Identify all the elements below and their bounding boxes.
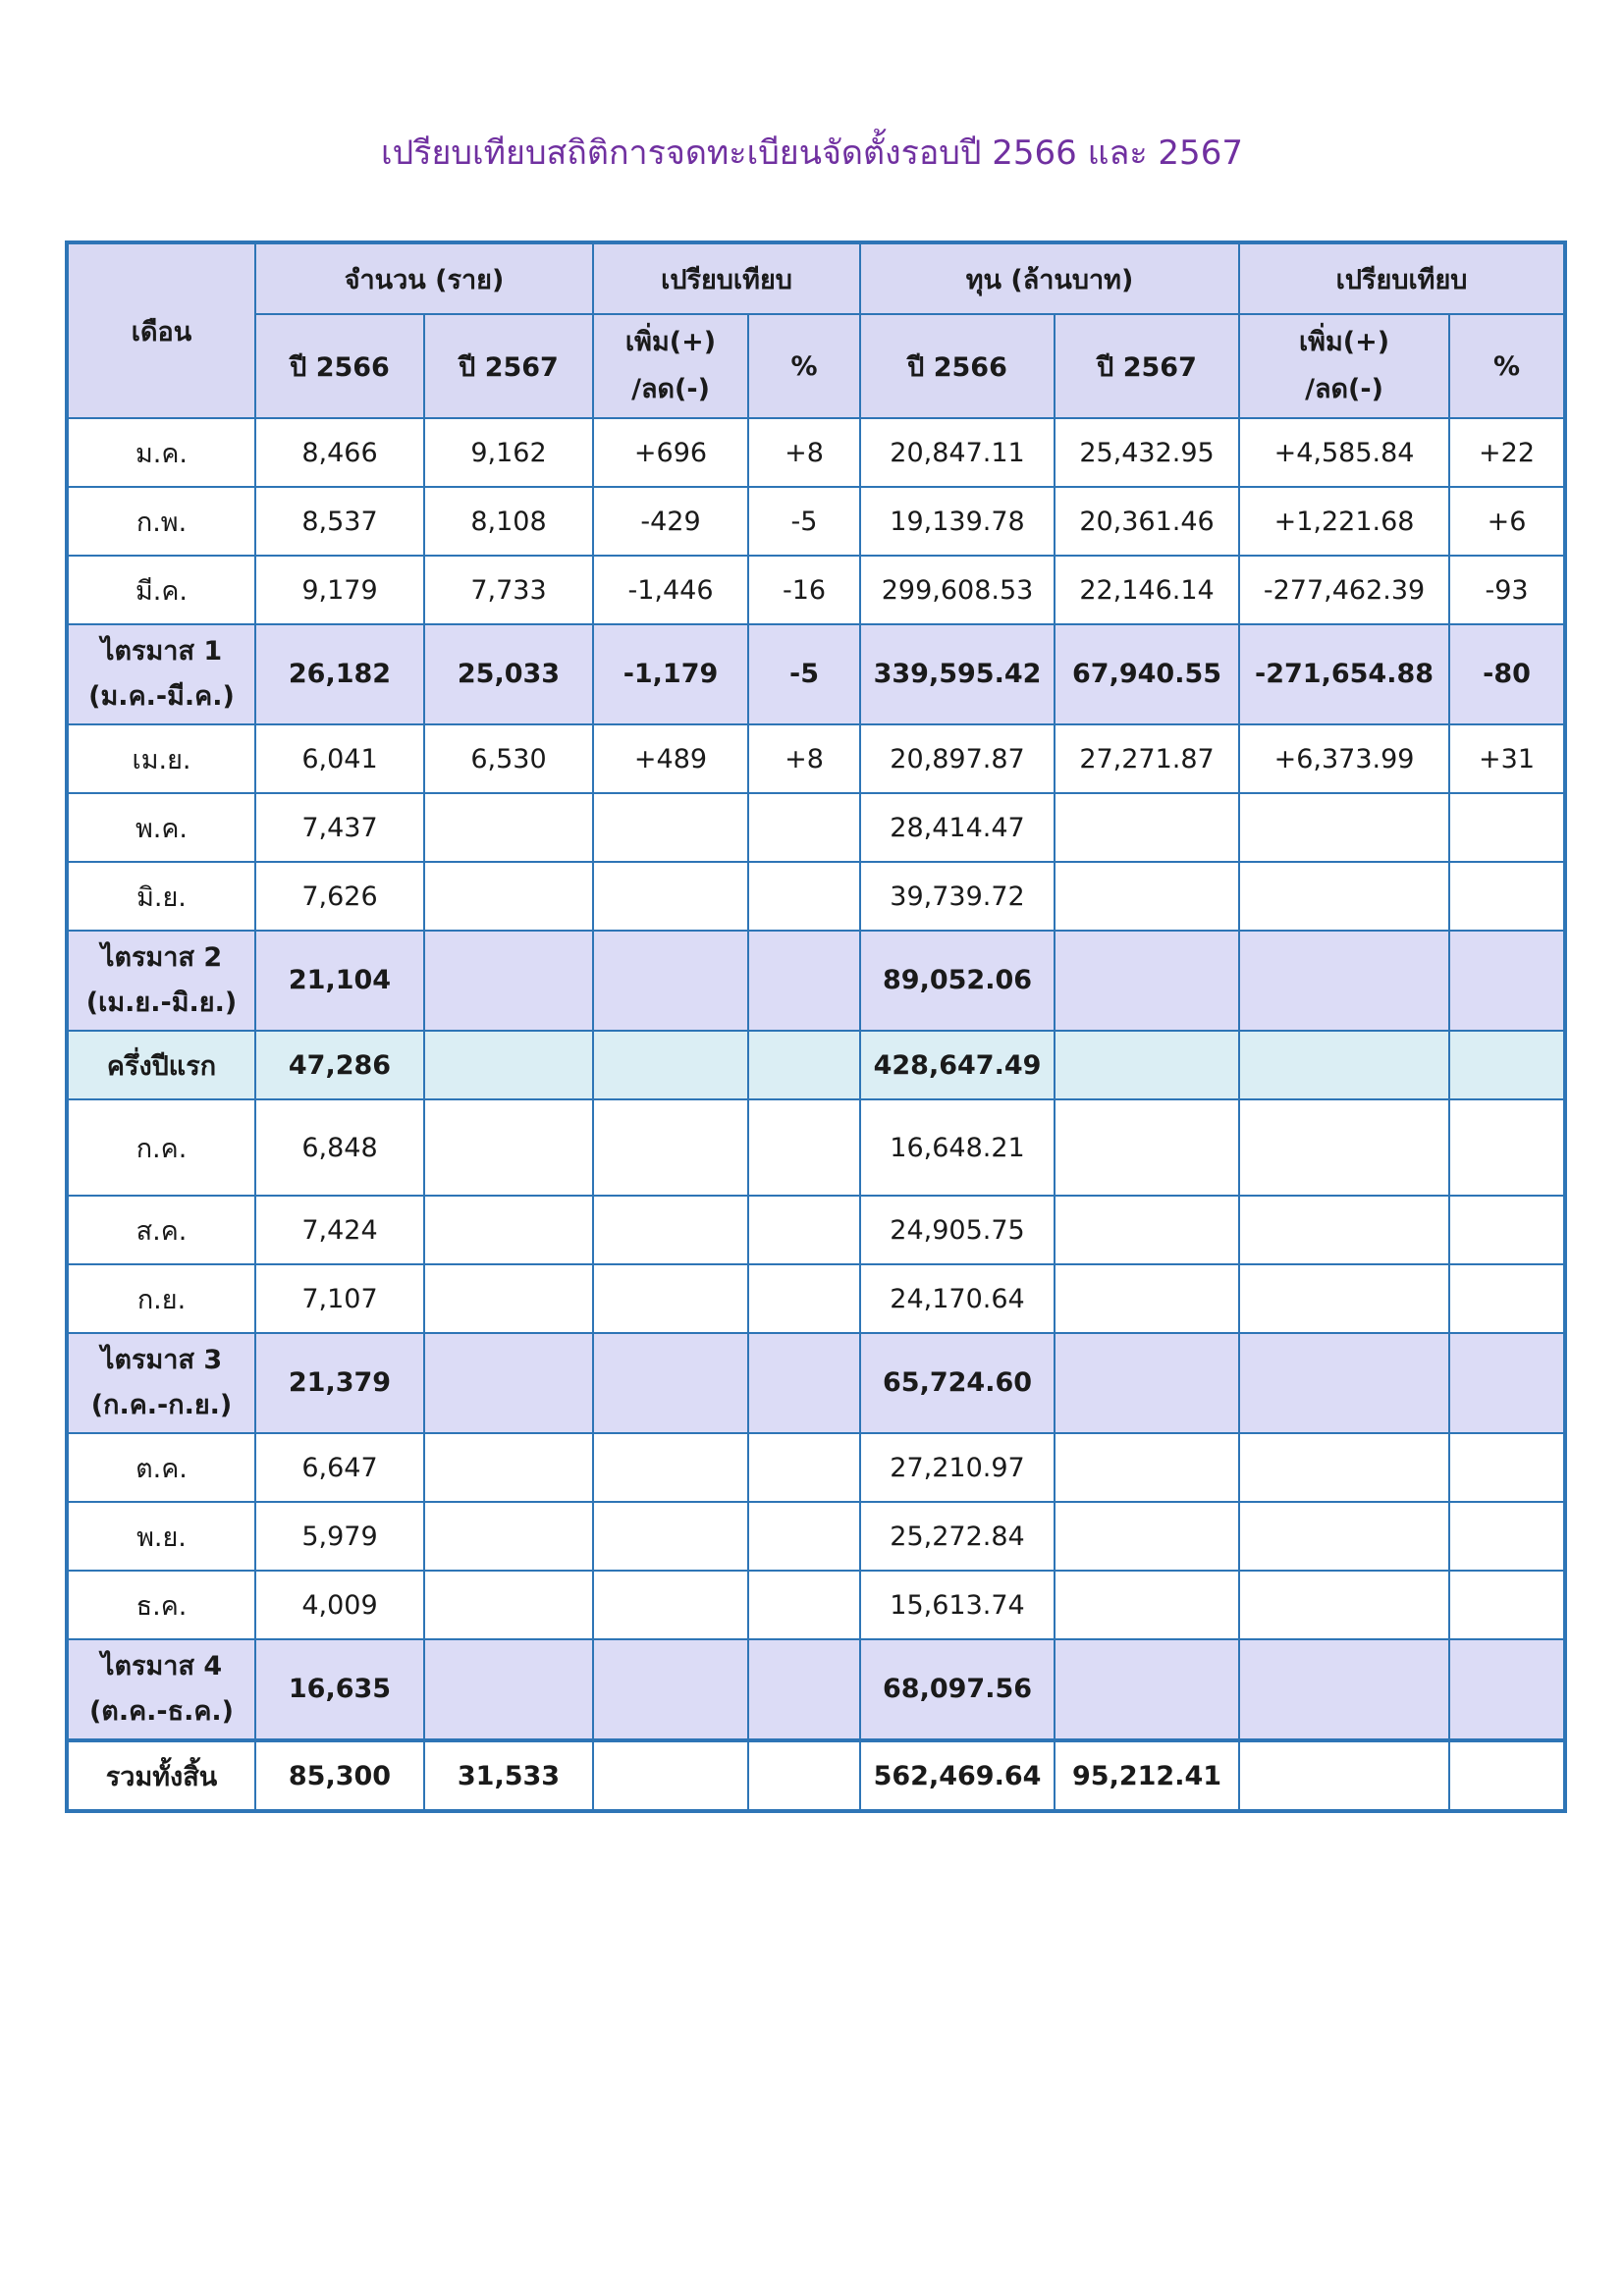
table-row bbox=[67, 862, 1565, 931]
quarter-row bbox=[67, 1639, 1565, 1740]
total-row bbox=[67, 1740, 1565, 1811]
count-2566-cell: 7,626 bbox=[255, 862, 424, 931]
capital-change-cell bbox=[1239, 1333, 1449, 1433]
row-label: มิ.ย. bbox=[67, 862, 255, 931]
row-label bbox=[67, 624, 255, 724]
capital-2567-cell bbox=[1055, 1333, 1239, 1433]
count-percent-cell bbox=[748, 931, 860, 1031]
count-2567-cell: 6,530 bbox=[424, 724, 593, 793]
count-change-cell bbox=[593, 1264, 748, 1333]
quarter-label: ไตรมาส 1 bbox=[100, 636, 223, 667]
row-label: ครึ่งปีแรก bbox=[67, 1031, 255, 1099]
page-title: เปรียบเทียบสถิติการจดทะเบียนจัดตั้งรอบปี 2566 และ 2567 bbox=[381, 133, 1243, 173]
count-percent-cell bbox=[748, 1571, 860, 1639]
capital-change-cell bbox=[1239, 793, 1449, 862]
capital-2567-cell bbox=[1055, 1433, 1239, 1502]
count-percent-cell bbox=[748, 1333, 860, 1433]
count-2567-cell bbox=[424, 1433, 593, 1502]
count-change-cell bbox=[593, 1196, 748, 1264]
capital-percent-cell bbox=[1449, 1639, 1565, 1740]
capital-change-cell bbox=[1239, 1031, 1449, 1099]
count-2566-cell: 26,182 bbox=[255, 624, 424, 724]
capital-2567-cell bbox=[1055, 1571, 1239, 1639]
count-2566-cell: 8,466 bbox=[255, 418, 424, 487]
count-2567-cell bbox=[424, 1099, 593, 1196]
quarter-row bbox=[67, 624, 1565, 724]
row-label: พ.ค. bbox=[67, 793, 255, 862]
row-label: รวมทั้งสิ้น bbox=[67, 1740, 255, 1811]
row-label: ต.ค. bbox=[67, 1433, 255, 1502]
header-capital-percent: % bbox=[1449, 314, 1565, 418]
count-percent-cell bbox=[748, 1099, 860, 1196]
table-row bbox=[67, 418, 1565, 487]
table-body bbox=[67, 418, 1565, 1811]
capital-2566-cell: 28,414.47 bbox=[860, 793, 1055, 862]
count-2566-cell: 7,424 bbox=[255, 1196, 424, 1264]
count-percent-cell: -5 bbox=[748, 624, 860, 724]
count-2567-cell bbox=[424, 1502, 593, 1571]
count-change-cell: -429 bbox=[593, 487, 748, 556]
header-change-line1: เพิ่ม(+) bbox=[624, 327, 717, 357]
capital-2567-cell bbox=[1055, 1264, 1239, 1333]
count-percent-cell: -5 bbox=[748, 487, 860, 556]
capital-2566-cell: 65,724.60 bbox=[860, 1333, 1055, 1433]
capital-change-cell bbox=[1239, 1264, 1449, 1333]
capital-change-cell bbox=[1239, 1099, 1449, 1196]
count-2566-cell: 21,104 bbox=[255, 931, 424, 1031]
table-row bbox=[67, 1433, 1565, 1502]
capital-percent-cell: -93 bbox=[1449, 556, 1565, 624]
capital-change-cell bbox=[1239, 1571, 1449, 1639]
count-2566-cell: 16,635 bbox=[255, 1639, 424, 1740]
capital-change-cell: +1,221.68 bbox=[1239, 487, 1449, 556]
capital-2566-cell: 299,608.53 bbox=[860, 556, 1055, 624]
count-2567-cell bbox=[424, 931, 593, 1031]
count-percent-cell bbox=[748, 1740, 860, 1811]
capital-2567-cell: 67,940.55 bbox=[1055, 624, 1239, 724]
count-2566-cell: 7,107 bbox=[255, 1264, 424, 1333]
row-label bbox=[67, 1333, 255, 1433]
row-label: ส.ค. bbox=[67, 1196, 255, 1264]
capital-percent-cell bbox=[1449, 1099, 1565, 1196]
row-label: ม.ค. bbox=[67, 418, 255, 487]
count-2567-cell bbox=[424, 1333, 593, 1433]
row-label bbox=[67, 931, 255, 1031]
count-2566-cell: 6,041 bbox=[255, 724, 424, 793]
capital-change-cell: -277,462.39 bbox=[1239, 556, 1449, 624]
capital-2566-cell: 19,139.78 bbox=[860, 487, 1055, 556]
capital-percent-cell bbox=[1449, 931, 1565, 1031]
capital-2567-cell bbox=[1055, 931, 1239, 1031]
quarter-label: ไตรมาส 4 bbox=[100, 1651, 223, 1682]
capital-2566-cell: 428,647.49 bbox=[860, 1031, 1055, 1099]
count-change-cell: +489 bbox=[593, 724, 748, 793]
count-change-cell bbox=[593, 793, 748, 862]
capital-2566-cell: 39,739.72 bbox=[860, 862, 1055, 931]
row-label: ก.ค. bbox=[67, 1099, 255, 1196]
quarter-label: ไตรมาส 2 bbox=[100, 942, 223, 973]
header-count-group: จำนวน (ราย) bbox=[255, 242, 593, 314]
quarter-range: (ม.ค.-มี.ค.) bbox=[88, 681, 235, 712]
count-change-cell: -1,179 bbox=[593, 624, 748, 724]
count-change-cell bbox=[593, 1031, 748, 1099]
count-change-cell bbox=[593, 1099, 748, 1196]
capital-percent-cell: +31 bbox=[1449, 724, 1565, 793]
count-2566-cell: 47,286 bbox=[255, 1031, 424, 1099]
capital-percent-cell: +22 bbox=[1449, 418, 1565, 487]
count-percent-cell bbox=[748, 1264, 860, 1333]
capital-2567-cell: 22,146.14 bbox=[1055, 556, 1239, 624]
header-count-2567: ปี 2567 bbox=[424, 314, 593, 418]
header-change-line2: /ลด(-) bbox=[1305, 374, 1383, 404]
table-row bbox=[67, 1502, 1565, 1571]
quarter-label: ไตรมาส 3 bbox=[100, 1345, 223, 1375]
header-capital-change bbox=[1239, 314, 1449, 418]
header-month: เดือน bbox=[67, 242, 255, 418]
count-percent-cell: -16 bbox=[748, 556, 860, 624]
header-capital-2567: ปี 2567 bbox=[1055, 314, 1239, 418]
count-2566-cell: 21,379 bbox=[255, 1333, 424, 1433]
row-label bbox=[67, 1639, 255, 1740]
capital-percent-cell bbox=[1449, 793, 1565, 862]
capital-change-cell bbox=[1239, 1433, 1449, 1502]
capital-2567-cell bbox=[1055, 1031, 1239, 1099]
count-change-cell bbox=[593, 1571, 748, 1639]
count-percent-cell bbox=[748, 1502, 860, 1571]
capital-2566-cell: 15,613.74 bbox=[860, 1571, 1055, 1639]
count-change-cell bbox=[593, 862, 748, 931]
capital-2567-cell bbox=[1055, 1196, 1239, 1264]
row-label: ธ.ค. bbox=[67, 1571, 255, 1639]
capital-percent-cell bbox=[1449, 1433, 1565, 1502]
table-row bbox=[67, 724, 1565, 793]
capital-2566-cell: 89,052.06 bbox=[860, 931, 1055, 1031]
header-change-line1: เพิ่ม(+) bbox=[1298, 327, 1390, 357]
capital-2566-cell: 24,170.64 bbox=[860, 1264, 1055, 1333]
capital-percent-cell bbox=[1449, 1571, 1565, 1639]
count-2567-cell: 25,033 bbox=[424, 624, 593, 724]
capital-change-cell bbox=[1239, 1740, 1449, 1811]
table-row bbox=[67, 1571, 1565, 1639]
count-2566-cell: 6,647 bbox=[255, 1433, 424, 1502]
capital-2566-cell: 27,210.97 bbox=[860, 1433, 1055, 1502]
capital-percent-cell bbox=[1449, 862, 1565, 931]
row-label: พ.ย. bbox=[67, 1502, 255, 1571]
count-percent-cell bbox=[748, 1639, 860, 1740]
header-count-compare-group: เปรียบเทียบ bbox=[593, 242, 860, 314]
count-2566-cell: 8,537 bbox=[255, 487, 424, 556]
header-capital-group: ทุน (ล้านบาท) bbox=[860, 242, 1239, 314]
count-percent-cell: +8 bbox=[748, 724, 860, 793]
count-change-cell bbox=[593, 1740, 748, 1811]
capital-change-cell: +6,373.99 bbox=[1239, 724, 1449, 793]
count-2567-cell bbox=[424, 1264, 593, 1333]
capital-2566-cell: 20,897.87 bbox=[860, 724, 1055, 793]
table-row bbox=[67, 556, 1565, 624]
capital-2567-cell: 95,212.41 bbox=[1055, 1740, 1239, 1811]
capital-percent-cell bbox=[1449, 1264, 1565, 1333]
capital-percent-cell bbox=[1449, 1196, 1565, 1264]
count-percent-cell bbox=[748, 793, 860, 862]
quarter-range: (เม.ย.-มิ.ย.) bbox=[85, 988, 238, 1018]
count-2567-cell bbox=[424, 793, 593, 862]
capital-change-cell bbox=[1239, 1502, 1449, 1571]
count-2566-cell: 7,437 bbox=[255, 793, 424, 862]
capital-change-cell bbox=[1239, 931, 1449, 1031]
count-2566-cell: 9,179 bbox=[255, 556, 424, 624]
count-2567-cell bbox=[424, 1196, 593, 1264]
capital-percent-cell bbox=[1449, 1740, 1565, 1811]
count-percent-cell bbox=[748, 1196, 860, 1264]
table-row bbox=[67, 487, 1565, 556]
header-capital-compare-group: เปรียบเทียบ bbox=[1239, 242, 1565, 314]
capital-2566-cell: 16,648.21 bbox=[860, 1099, 1055, 1196]
capital-percent-cell: -80 bbox=[1449, 624, 1565, 724]
row-label: ก.ย. bbox=[67, 1264, 255, 1333]
capital-change-cell: +4,585.84 bbox=[1239, 418, 1449, 487]
count-change-cell bbox=[593, 1639, 748, 1740]
quarter-row bbox=[67, 1333, 1565, 1433]
count-percent-cell bbox=[748, 862, 860, 931]
header-count-percent: % bbox=[748, 314, 860, 418]
capital-change-cell bbox=[1239, 1639, 1449, 1740]
table-row bbox=[67, 793, 1565, 862]
count-change-cell: +696 bbox=[593, 418, 748, 487]
row-label: เม.ย. bbox=[67, 724, 255, 793]
capital-2566-cell: 562,469.64 bbox=[860, 1740, 1055, 1811]
capital-2566-cell: 25,272.84 bbox=[860, 1502, 1055, 1571]
count-change-cell bbox=[593, 1502, 748, 1571]
quarter-row bbox=[67, 931, 1565, 1031]
count-2567-cell: 9,162 bbox=[424, 418, 593, 487]
quarter-range: (ก.ค.-ก.ย.) bbox=[90, 1390, 233, 1420]
count-2567-cell: 8,108 bbox=[424, 487, 593, 556]
capital-change-cell bbox=[1239, 862, 1449, 931]
header-count-2566: ปี 2566 bbox=[255, 314, 424, 418]
count-2567-cell bbox=[424, 1031, 593, 1099]
half-row bbox=[67, 1031, 1565, 1099]
count-change-cell bbox=[593, 1333, 748, 1433]
row-label: ก.พ. bbox=[67, 487, 255, 556]
capital-percent-cell bbox=[1449, 1333, 1565, 1433]
capital-percent-cell: +6 bbox=[1449, 487, 1565, 556]
capital-2566-cell: 24,905.75 bbox=[860, 1196, 1055, 1264]
header-count-change bbox=[593, 314, 748, 418]
count-2567-cell bbox=[424, 862, 593, 931]
capital-2567-cell bbox=[1055, 793, 1239, 862]
count-2566-cell: 85,300 bbox=[255, 1740, 424, 1811]
capital-2566-cell: 68,097.56 bbox=[860, 1639, 1055, 1740]
header-change-line2: /ลด(-) bbox=[631, 374, 710, 404]
capital-2566-cell: 20,847.11 bbox=[860, 418, 1055, 487]
capital-2567-cell bbox=[1055, 862, 1239, 931]
count-2567-cell bbox=[424, 1571, 593, 1639]
table-row bbox=[67, 1196, 1565, 1264]
table-row bbox=[67, 1099, 1565, 1196]
capital-2567-cell bbox=[1055, 1639, 1239, 1740]
count-2567-cell bbox=[424, 1639, 593, 1740]
count-2567-cell: 7,733 bbox=[424, 556, 593, 624]
capital-percent-cell bbox=[1449, 1031, 1565, 1099]
capital-change-cell: -271,654.88 bbox=[1239, 624, 1449, 724]
table-row bbox=[67, 1264, 1565, 1333]
capital-2567-cell bbox=[1055, 1502, 1239, 1571]
count-percent-cell bbox=[748, 1031, 860, 1099]
capital-2567-cell bbox=[1055, 1099, 1239, 1196]
capital-2567-cell: 20,361.46 bbox=[1055, 487, 1239, 556]
quarter-range: (ต.ค.-ธ.ค.) bbox=[88, 1696, 235, 1727]
count-change-cell: -1,446 bbox=[593, 556, 748, 624]
row-label: มี.ค. bbox=[67, 556, 255, 624]
count-2566-cell: 5,979 bbox=[255, 1502, 424, 1571]
count-percent-cell: +8 bbox=[748, 418, 860, 487]
capital-2567-cell: 27,271.87 bbox=[1055, 724, 1239, 793]
header-capital-2566: ปี 2566 bbox=[860, 314, 1055, 418]
count-2566-cell: 4,009 bbox=[255, 1571, 424, 1639]
capital-2566-cell: 339,595.42 bbox=[860, 624, 1055, 724]
registration-stats-table bbox=[65, 240, 1567, 1813]
count-percent-cell bbox=[748, 1433, 860, 1502]
capital-2567-cell: 25,432.95 bbox=[1055, 418, 1239, 487]
count-change-cell bbox=[593, 931, 748, 1031]
count-2567-cell: 31,533 bbox=[424, 1740, 593, 1811]
capital-percent-cell bbox=[1449, 1502, 1565, 1571]
capital-change-cell bbox=[1239, 1196, 1449, 1264]
count-change-cell bbox=[593, 1433, 748, 1502]
count-2566-cell: 6,848 bbox=[255, 1099, 424, 1196]
